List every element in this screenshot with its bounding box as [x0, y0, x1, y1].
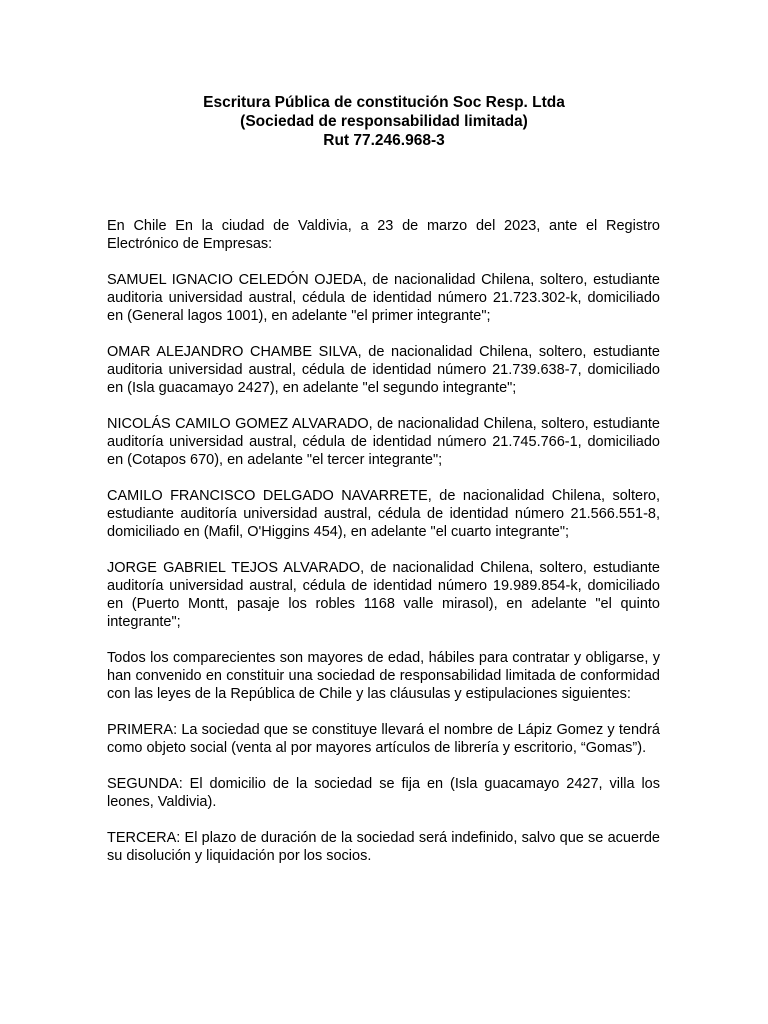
clause-primera: PRIMERA: La sociedad que se constituye llevará el nombre de Lápiz Gomez y tendrá como objeto social (venta al por mayores artículos de librería y escritorio, “Gomas”).	[107, 722, 660, 756]
subtitle-line: (Sociedad de responsabilidad limitada)	[240, 113, 528, 130]
clause-segunda: SEGUNDA: El domicilio de la sociedad se fija en (Isla guacamayo 2427, villa los leones, Valdivia).	[107, 776, 660, 810]
title-line: Escritura Pública de constitución Soc Resp. Ltda	[203, 94, 565, 111]
clause-tercera: TERCERA: El plazo de duración de la sociedad será indefinido, salvo que se acuerde su disolución y liquidación por los socios.	[107, 830, 660, 864]
agreement-paragraph: Todos los comparecientes son mayores de edad, hábiles para contratar y obligarse, y han convenido en constituir una sociedad de responsabilidad limitada de conformidad con las leyes de la República de Chile y las cláusulas y estipulaciones siguientes:	[107, 650, 660, 702]
first-member-paragraph: SAMUEL IGNACIO CELEDÓN OJEDA, de nacionalidad Chilena, soltero, estudiante auditoria universidad austral, cédula de identidad número 21.723.302-k, domiciliado en (General lagos 1001), en adelante "el primer integrante";	[107, 272, 660, 324]
intro-paragraph: En Chile En la ciudad de Valdivia, a 23 de marzo del 2023, ante el Registro Electrónico de Empresas:	[107, 218, 660, 252]
second-member-paragraph: OMAR ALEJANDRO CHAMBE SILVA, de nacionalidad Chilena, soltero, estudiante auditoria universidad austral, cédula de identidad número 21.739.638-7, domiciliado en (Isla guacamayo 2427), en adelante "el segundo integrante";	[107, 344, 660, 396]
fourth-member-paragraph: CAMILO FRANCISCO DELGADO NAVARRETE, de nacionalidad Chilena, soltero, estudiante auditoría universidad austral, cédula de identidad número 21.566.551-8, domiciliado en (Mafil, O'Higgins 454), en adelante "el cuarto integrante";	[107, 488, 660, 540]
fifth-member-paragraph: JORGE GABRIEL TEJOS ALVARADO, de nacionalidad Chilena, soltero, estudiante auditoría universidad austral, cédula de identidad número 19.989.854-k, domiciliado en (Puerto Montt, pasaje los robles 1168 valle mirasol), en adelante "el quinto integrante";	[107, 560, 660, 630]
rut-line: Rut 77.246.968-3	[323, 132, 445, 149]
document-body	[107, 217, 660, 883]
third-member-paragraph: NICOLÁS CAMILO GOMEZ ALVARADO, de nacionalidad Chilena, soltero, estudiante auditoría universidad austral, cédula de identidad número 21.745.766-1, domiciliado en (Cotapos 670), en adelante "el tercer integrante";	[107, 416, 660, 468]
document-title	[100, 93, 668, 150]
